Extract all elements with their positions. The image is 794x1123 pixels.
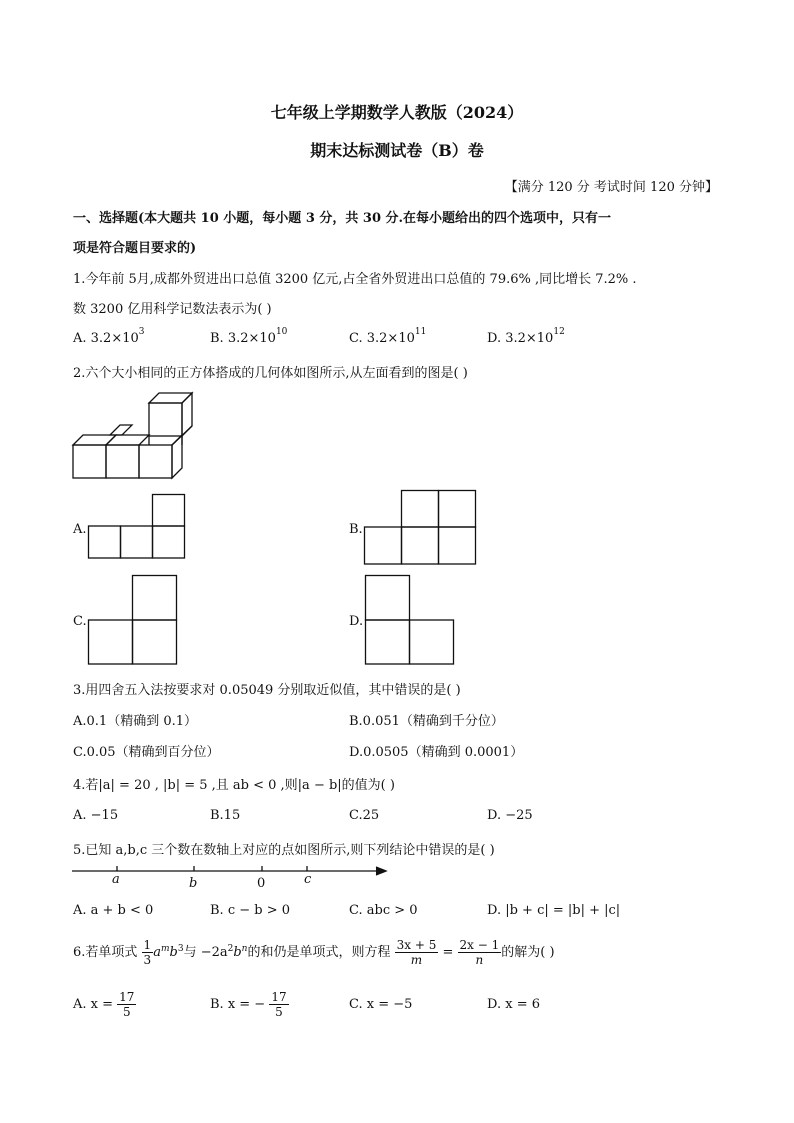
section-heading: 一、选择题(本大题共 10 小题，每小题 3 分，共 30 分.在每小题给出的四个选项中，只有一	[73, 211, 612, 226]
q4-option-a: A. −15	[73, 808, 119, 823]
q5-label-a: a	[112, 872, 120, 887]
q2-option-b-figure	[364, 490, 479, 570]
q2-option-d-figure	[365, 575, 460, 670]
q4-option-d: D. −25	[487, 808, 533, 823]
q5-label-b: b	[189, 876, 198, 891]
q5-number-line	[72, 862, 392, 892]
q6-stem: 6.若单项式 $\frac{1}{3}$ $a^mb^3$与 $-2a^2b^n$的和仍是单项式，则方程 $\frac{3x + 5}{m}$ = $\frac{2x - 1}{n}$ 的解为( )	[73, 938, 555, 967]
q2-option-d-label: D.	[349, 614, 364, 629]
q4-stem: 4.若|a| = 20 , |b| = 5 ,且 ab < 0 ,则|a − b|的值为( )	[73, 778, 395, 793]
q3-stem: 3.用四舍五入法按要求对 0.05049 分别取近似值，其中错误的是( )	[73, 683, 461, 698]
q2-stem: 2.六个大小相同的正方体搭成的几何体如图所示,从左面看到的图是( )	[73, 366, 468, 381]
q6-option-a: A. x = $\frac{17}{5}$	[73, 990, 135, 1019]
q1-option-b: B. $3.2\times 10^{10}$	[210, 327, 288, 346]
q5-option-a: A. a + b < 0	[73, 903, 154, 918]
q2-solid-figure	[70, 388, 200, 483]
q6-option-c: C. x = −5	[349, 997, 413, 1012]
q6-eq-left-fraction: $\frac{3x + 5}{m}$	[396, 938, 437, 967]
q2-option-a-label: A.	[73, 522, 87, 537]
doc-subtitle: 期末达标测试卷（B）卷	[310, 141, 484, 160]
q5-option-b: B. c − b > 0	[210, 903, 291, 918]
q2-option-b-label: B.	[349, 522, 363, 537]
q1-stem-line1: 1.今年前 5月,成都外贸进出口总值 3200 亿元,占全省外贸进出口总值的 79.6% ,同比增长 7.2% .	[73, 272, 637, 287]
q5-label-zero: 0	[257, 876, 266, 891]
q2-option-a-figure	[88, 494, 188, 564]
q2-option-c-figure	[88, 575, 183, 670]
q5-stem: 5.已知 a,b,c 三个数在数轴上对应的点如图所示,则下列结论中错误的是( )	[73, 843, 495, 858]
q5-label-c: c	[304, 872, 312, 887]
q5-option-c: C. abc > 0	[349, 903, 418, 918]
q3-option-b: B.0.051（精确到千分位）	[349, 714, 504, 729]
q6-eq-right-fraction: $\frac{2x - 1}{n}$	[459, 938, 500, 967]
q1-option-a: A. $3.2\times 10^3$	[73, 327, 145, 346]
q6-option-b: B. x = − $\frac{17}{5}$	[210, 990, 287, 1019]
q3-option-c: C.0.05（精确到百分位）	[73, 745, 220, 760]
q1-stem-line2: 数 3200 亿用科学记数法表示为( )	[73, 302, 272, 317]
q3-option-a: A.0.1（精确到 0.1）	[73, 714, 198, 729]
q6-option-d: D. x = 6	[487, 997, 540, 1012]
section-heading-cont: 项是符合题目要求的)	[73, 241, 197, 256]
exam-meta: 【满分 120 分 考试时间 120 分钟】	[504, 180, 718, 195]
q6-coef-fraction: $\frac{1}{3}$	[143, 938, 152, 967]
q2-option-c-label: C.	[73, 614, 87, 629]
q3-option-d: D.0.0505（精确到 0.0001）	[349, 745, 524, 760]
q4-option-b: B.15	[210, 808, 241, 823]
q1-option-d: D. $3.2\times 10^{12}$	[487, 327, 565, 346]
q4-option-c: C.25	[349, 808, 380, 823]
doc-title: 七年级上学期数学人教版（2024）	[270, 103, 524, 122]
q1-option-c: C. $3.2\times 10^{11}$	[349, 327, 427, 346]
q5-option-d: D. |b + c| = |b| + |c|	[487, 903, 621, 918]
